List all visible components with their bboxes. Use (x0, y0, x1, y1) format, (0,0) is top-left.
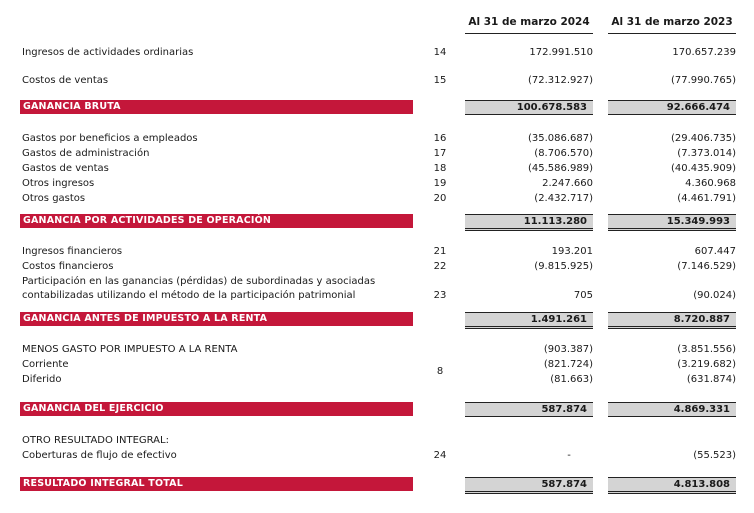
statement-row (0, 177, 754, 191)
row-value-2023: 607.447 (694, 246, 736, 257)
row-label: Gastos de administración (22, 148, 150, 159)
row-value-2023: (55.523) (693, 450, 736, 461)
row-value-2024: (8.706.570) (534, 148, 593, 159)
row-label: Otros gastos (22, 193, 86, 204)
row-label: Ingresos financieros (22, 246, 123, 257)
row-value-2023: (29.406.735) (670, 133, 736, 144)
row-value-2024: 2.247.660 (542, 178, 593, 189)
row-label: Ingresos de actividades ordinarias (22, 47, 194, 58)
row-value-2023: (4.461.791) (677, 193, 736, 204)
row-value-2023: (77.990.765) (670, 75, 736, 86)
section-band-operating-profit: GANANCIA POR ACTIVIDADES DE OPERACIÓN (20, 214, 413, 228)
row-value-2023: (3.851.556) (677, 344, 736, 355)
row-value-2024: (35.086.687) (527, 133, 593, 144)
total-value-2024: 587.874 (465, 402, 593, 417)
row-note: 24 (433, 450, 447, 461)
statement-row (0, 289, 754, 303)
row-value-2024: (821.724) (543, 359, 593, 370)
row-value-2024: (72.312.927) (527, 75, 593, 86)
row-value-2024: (2.432.717) (534, 193, 593, 204)
statement-row (0, 449, 754, 463)
row-value-2023: (7.373.014) (677, 148, 736, 159)
statement-row (0, 132, 754, 146)
section-band-net-profit: GANANCIA DEL EJERCICIO (20, 402, 413, 416)
row-value-2024: - (567, 450, 571, 461)
row-value-2023: (90.024) (693, 290, 736, 301)
row-value-2023: (3.219.682) (677, 359, 736, 370)
statement-row (0, 343, 754, 357)
row-label: Otros ingresos (22, 178, 95, 189)
total-value-2023: 4.813.808 (608, 477, 736, 494)
total-value-2024: 100.678.583 (465, 100, 593, 115)
total-value-2023: 4.869.331 (608, 402, 736, 417)
total-value-2023: 92.666.474 (608, 100, 736, 115)
row-label: Gastos de ventas (22, 163, 109, 174)
row-label: MENOS GASTO POR IMPUESTO A LA RENTA (22, 344, 238, 355)
row-note: 15 (433, 75, 447, 86)
row-note: 16 (433, 133, 447, 144)
statement-row (0, 275, 754, 289)
row-value-2024: (81.663) (550, 374, 593, 385)
row-note: 20 (433, 193, 447, 204)
row-label: Costos financieros (22, 261, 114, 272)
statement-row (0, 192, 754, 206)
total-value-2023: 15.349.993 (608, 214, 736, 231)
total-value-2024: 1.491.261 (465, 312, 593, 329)
statement-row (0, 74, 754, 88)
row-value-2024: 193.201 (551, 246, 593, 257)
row-note: 23 (433, 290, 447, 301)
row-label: OTRO RESULTADO INTEGRAL: (22, 435, 169, 446)
row-label: Corriente (22, 359, 69, 370)
row-label: Diferido (22, 374, 62, 385)
row-note: 19 (433, 178, 447, 189)
row-value-2024: (45.586.989) (527, 163, 593, 174)
section-band-profit-before-tax: GANANCIA ANTES DE IMPUESTO A LA RENTA (20, 312, 413, 326)
column-header-2023: Al 31 de marzo 2023 (611, 16, 733, 28)
statement-row (0, 147, 754, 161)
total-value-2024: 587.874 (465, 477, 593, 494)
row-label: Gastos por beneficios a empleados (22, 133, 198, 144)
row-label: Costos de ventas (22, 75, 109, 86)
statement-row (0, 434, 754, 448)
row-value-2023: 4.360.968 (685, 178, 736, 189)
row-value-2023: 170.657.239 (672, 47, 736, 58)
row-note: 22 (433, 261, 447, 272)
row-note: 8 (436, 366, 444, 377)
row-value-2024: (9.815.925) (534, 261, 593, 272)
row-value-2023: (40.435.909) (670, 163, 736, 174)
row-label: Coberturas de flujo de efectivo (22, 450, 177, 461)
row-note: 21 (433, 246, 447, 257)
row-label: contabilizadas utilizando el método de la participación patrimonial (22, 290, 356, 301)
column-header-2024: Al 31 de marzo 2024 (468, 16, 590, 28)
row-value-2023: (631.874) (686, 374, 736, 385)
total-value-2024: 11.113.280 (465, 214, 593, 231)
total-value-2023: 8.720.887 (608, 312, 736, 329)
row-value-2024: 172.991.510 (529, 47, 593, 58)
section-band-total-comprehensive-income: RESULTADO INTEGRAL TOTAL (20, 477, 413, 491)
row-label: Participación en las ganancias (pérdidas) de subordinadas y asociadas (22, 276, 376, 287)
header-underline-2023 (608, 33, 736, 34)
row-note: 18 (433, 163, 447, 174)
statement-row (0, 245, 754, 259)
row-note: 14 (433, 47, 447, 58)
statement-row (0, 162, 754, 176)
row-value-2023: (7.146.529) (677, 261, 736, 272)
row-value-2024: 705 (573, 290, 593, 301)
statement-row (0, 373, 754, 387)
row-value-2024: (903.387) (543, 344, 593, 355)
statement-row (0, 46, 754, 60)
header-underline-2024 (465, 33, 593, 34)
statement-row (0, 260, 754, 274)
row-note: 17 (433, 148, 447, 159)
section-band-gross-profit: GANANCIA BRUTA (20, 100, 413, 114)
